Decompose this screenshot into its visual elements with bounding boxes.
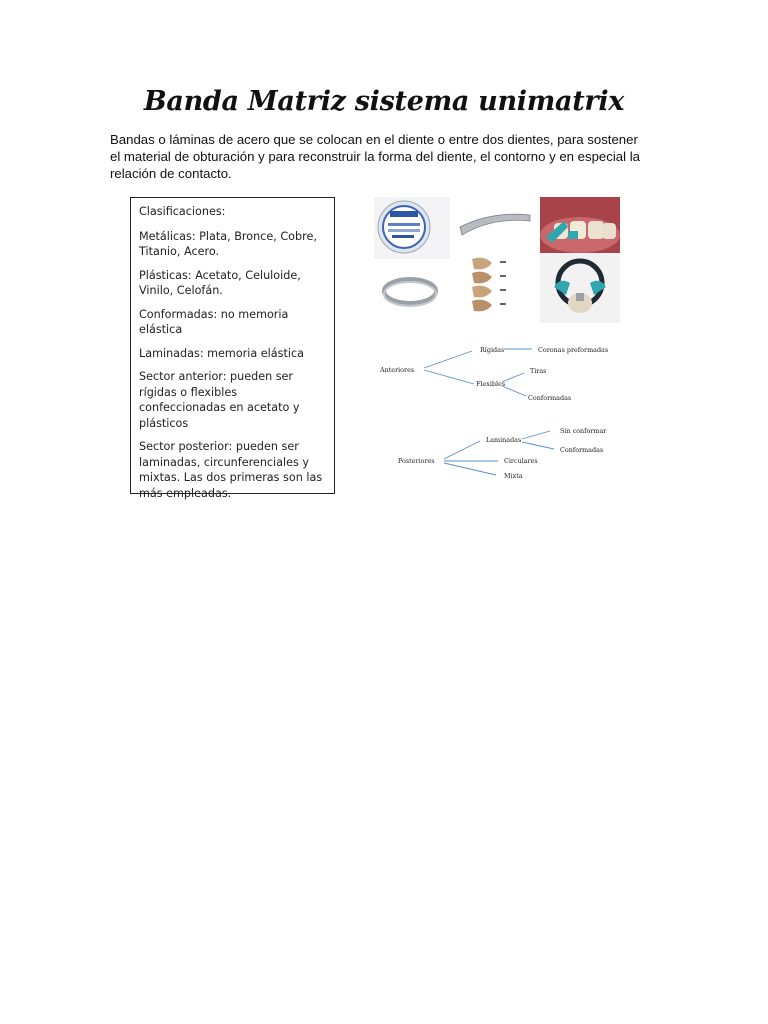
classification-item-laminadas: Laminadas: memoria elástica <box>139 346 304 360</box>
diagram-conformadas-posteriores: Conformadas <box>560 446 604 454</box>
diagram-mixta: Mixta <box>504 472 523 480</box>
matrix-band-photo-collage <box>374 197 620 323</box>
diagram-posteriores: Posteriores <box>398 457 435 465</box>
classifications-box <box>130 197 335 500</box>
arrow-to-conformadas-ant <box>502 386 526 396</box>
intro-paragraph: Bandas o láminas de acero que se colocan en el diente o entre dos dientes, para sostener el material de obturación y para reconstruir la forma del diente, el contorno y en especial la relación de contacto. <box>110 132 640 181</box>
arrow-to-mixta <box>444 463 496 475</box>
classification-item-metalicas: Metálicas: Plata, Bronce, Cobre, Titanio, Acero. <box>139 229 317 258</box>
diagram-rigidas: Rígidas <box>480 346 505 354</box>
curved-band-strip-image <box>452 197 538 253</box>
diagram-tiras: Tiras <box>530 367 547 375</box>
band-roll-package-image <box>374 197 450 259</box>
intraoral-matrix-photo <box>540 197 620 253</box>
diagram-coronas-preformadas: Coronas preformadas <box>538 346 609 354</box>
diagram-laminadas: Laminadas <box>486 436 522 444</box>
arrow-to-sin-conformar <box>522 431 550 439</box>
diagram-anteriores: Anteriores <box>380 366 415 374</box>
arrow-to-tiras <box>502 373 524 382</box>
arrow-to-flexibles <box>424 370 474 384</box>
classification-item-plasticas: Plásticas: Acetato, Celuloide, Vinilo, Celofán. <box>139 268 301 297</box>
classification-item-sector-posterior: Sector posterior: pueden ser laminadas, circunferenciales y mixtas. Las dos primeras son las más empleadas. <box>139 440 323 500</box>
unimatrix-retainer-image <box>540 253 620 323</box>
page-title: Banda Matriz sistema unimatrix <box>143 86 625 117</box>
diagram-circulares: Circulares <box>504 457 538 465</box>
ring-band-image <box>374 261 450 323</box>
arrow-to-conformadas-post <box>522 442 554 449</box>
diagram-flexibles: Flexibles <box>476 380 506 388</box>
arrow-to-laminadas <box>444 441 480 459</box>
preformed-bands-image <box>454 253 538 323</box>
classification-item-sector-anterior: Sector anterior: pueden ser rígidas o flexibles confeccionadas en acetato y plásticos <box>139 370 300 430</box>
diagram-sin-conformar: Sin conformar <box>560 427 607 435</box>
arrow-to-rigidas <box>424 351 472 368</box>
classifications-heading: Clasificaciones: <box>139 205 226 218</box>
diagram-conformadas-anteriores: Conformadas <box>528 394 572 402</box>
classification-diagram <box>380 335 620 490</box>
classification-item-conformadas: Conformadas: no memoria elástica <box>139 307 289 336</box>
